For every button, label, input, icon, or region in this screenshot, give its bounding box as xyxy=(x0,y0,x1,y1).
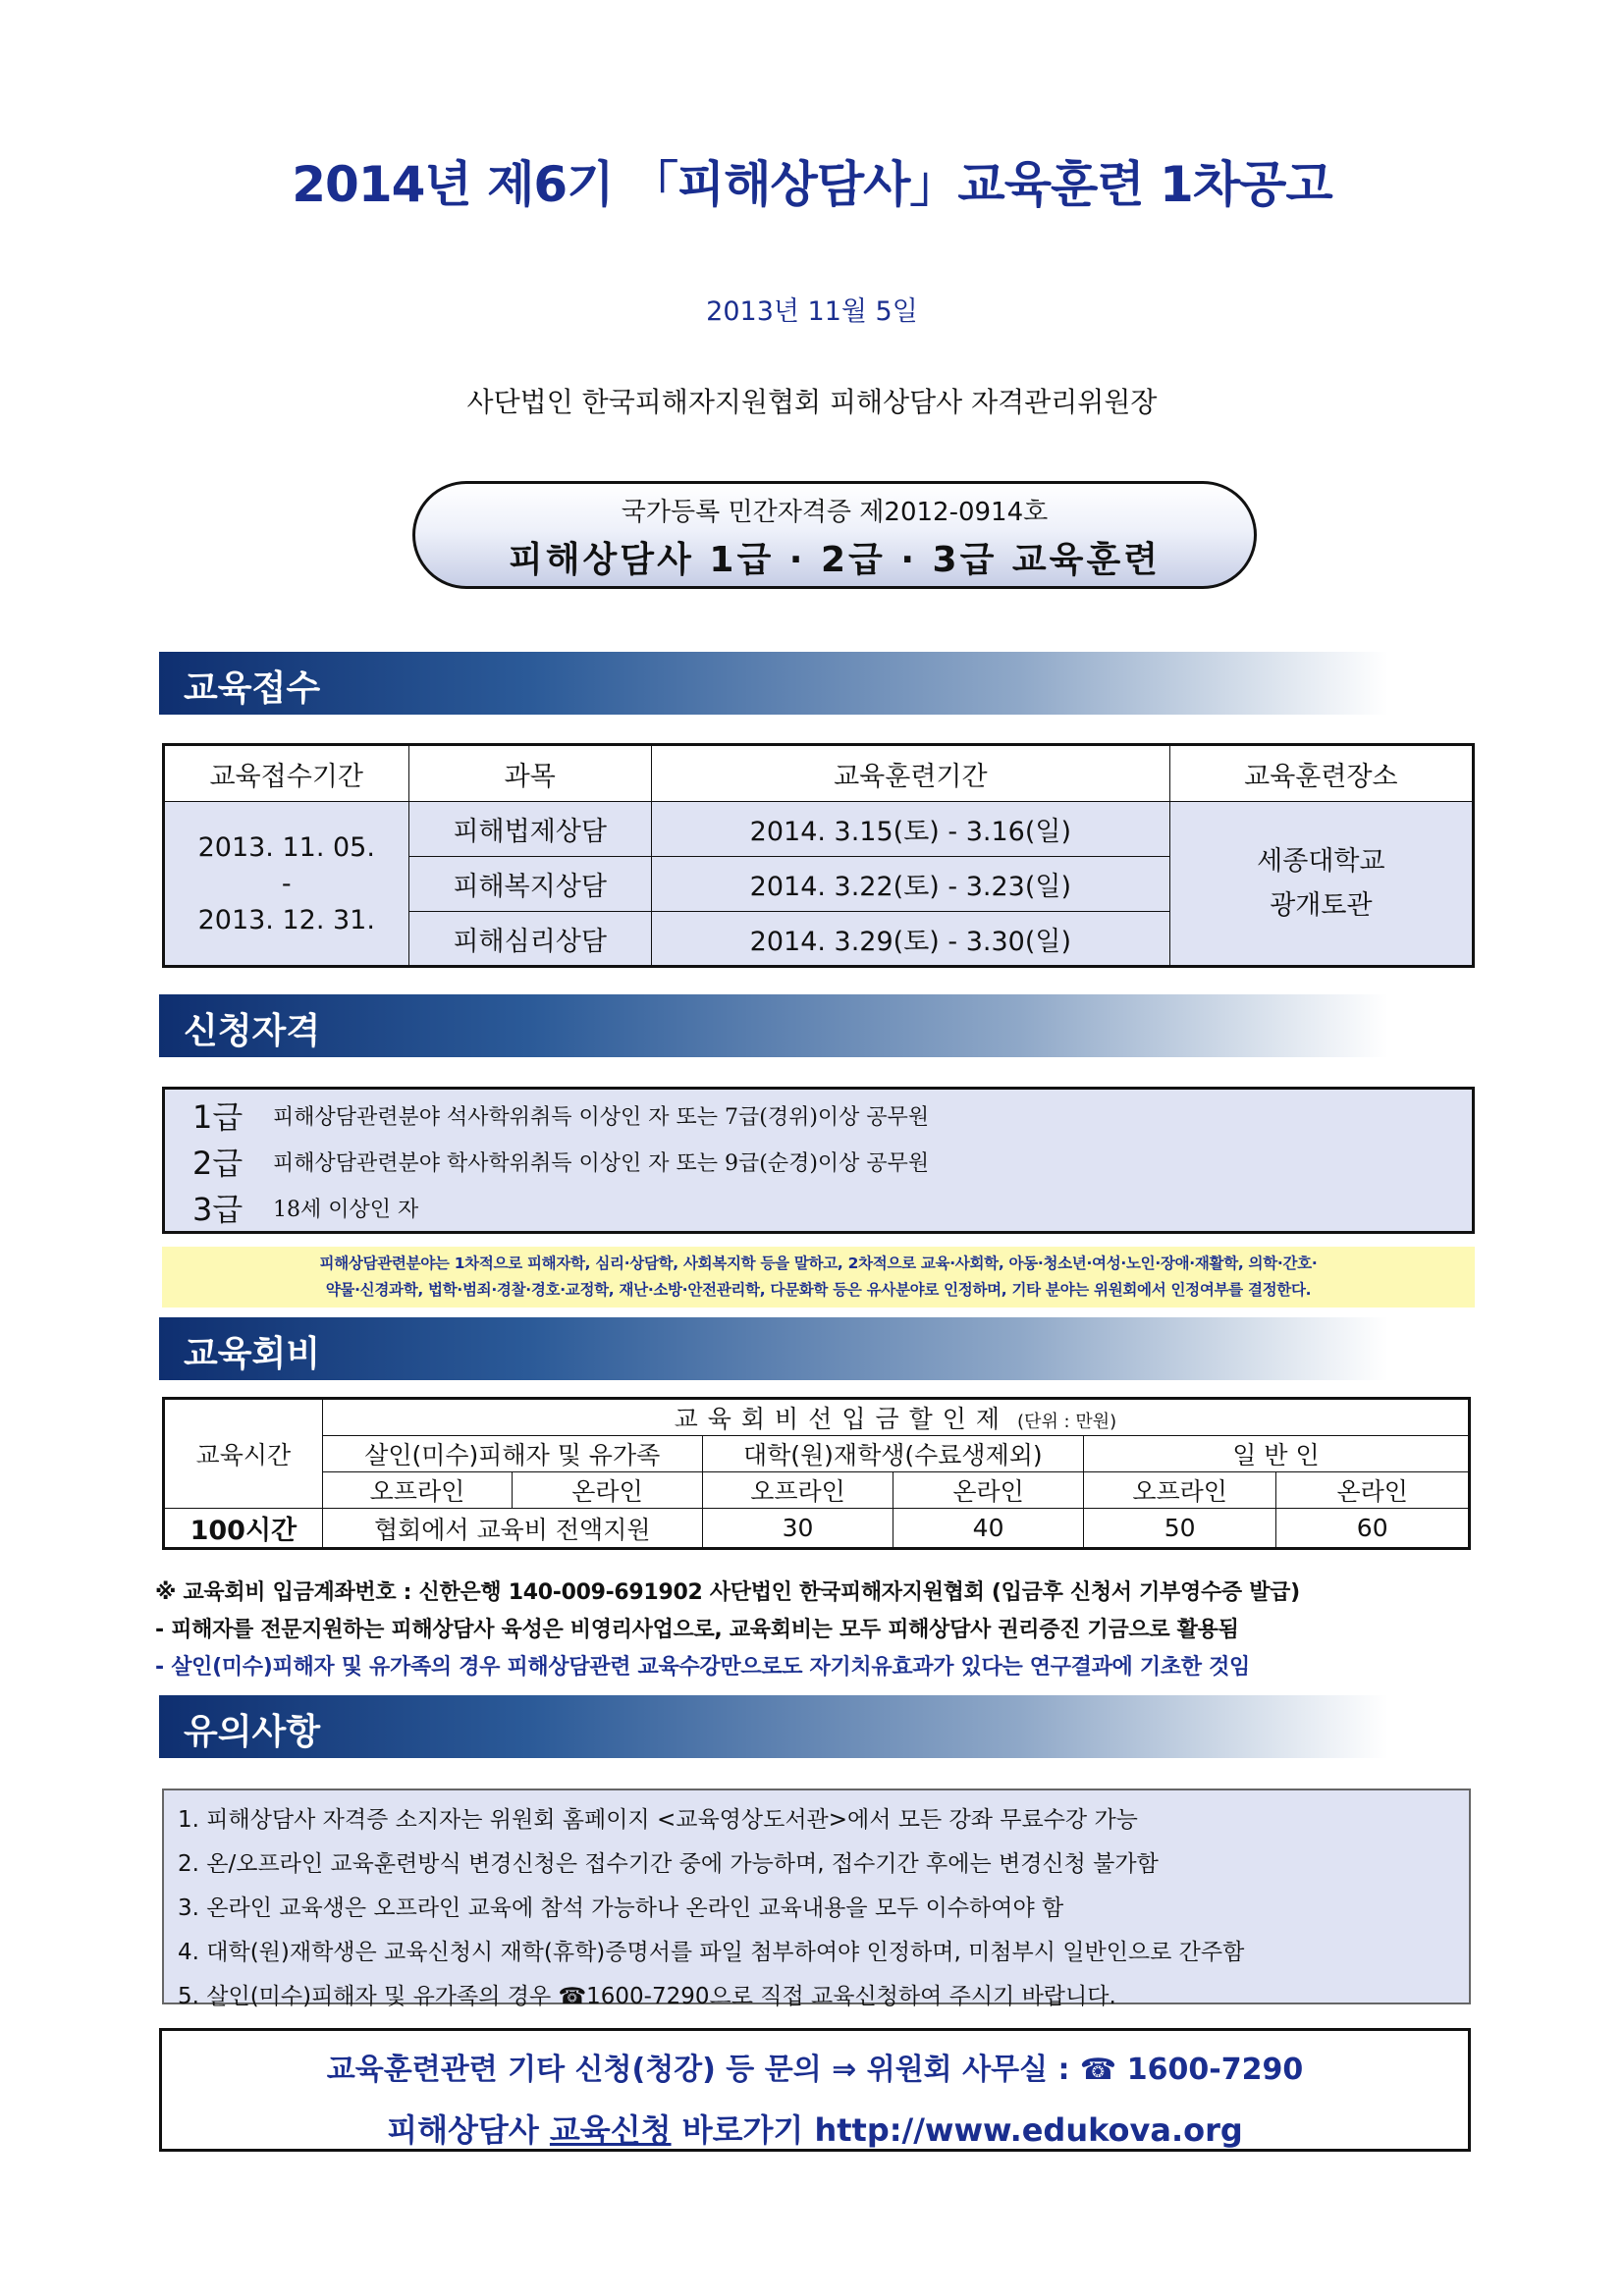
qualification-row xyxy=(192,1095,929,1135)
mode-header: 온라인 xyxy=(893,1472,1084,1509)
fee-notes xyxy=(155,1575,1490,1686)
section-header-fee xyxy=(159,1317,1388,1380)
place-line: 광개토관 xyxy=(1270,890,1373,921)
fee-value: 50 xyxy=(1083,1509,1276,1549)
section-header-caution xyxy=(159,1695,1388,1758)
fee-table xyxy=(162,1397,1471,1550)
certificate-name: 피해상담사 1급 · 2급 · 3급 교육훈련 xyxy=(508,540,1161,580)
place-line: 세종대학교 xyxy=(1257,846,1385,877)
qualification-level: 1급 xyxy=(192,1098,244,1136)
subject-cell: 피해심리상담 xyxy=(408,912,651,967)
column-header: 교육훈련장소 xyxy=(1169,745,1473,802)
qualification-text: 피해상담관련분야 석사학위취득 이상인 자 또는 7급(경위)이상 공무원 xyxy=(273,1104,930,1130)
table-row xyxy=(164,1436,1470,1472)
table-row xyxy=(164,1509,1470,1549)
apply-suffix[interactable]: 바로가기 http://www.edukova.org xyxy=(681,2111,1243,2149)
issuer: 사단법인 한국피해자지원협회 피해상담사 자격관리위원장 xyxy=(466,386,1158,418)
section-header-reception xyxy=(159,652,1388,715)
qualification-text: 18세 이상인 자 xyxy=(273,1197,419,1222)
table-header-row xyxy=(164,745,1474,802)
dates-cell: 2014. 3.15(토) - 3.16(일) xyxy=(651,802,1169,857)
table-row xyxy=(164,1399,1470,1436)
caution-item: 3. 온라인 교육생은 오프라인 교육에 참석 가능하나 온라인 교육내용을 모두 이수하여야 함 xyxy=(178,1896,1064,1921)
dates-cell: 2014. 3.22(토) - 3.23(일) xyxy=(651,857,1169,912)
column-header: 과목 xyxy=(408,745,651,802)
mode-header: 온라인 xyxy=(513,1472,703,1509)
certificate-banner xyxy=(412,481,1257,589)
qualification-level: 2급 xyxy=(192,1145,244,1182)
note-line: 피해상담관련분야는 1차적으로 피해자학, 심리·상담학, 사회복지학 등을 말하고, 2차적으로 교육·사회학, 아동·청소년·여성·노인·장애·재활학, 의학·간호· xyxy=(319,1255,1318,1272)
victim-support-cell: 협회에서 교육비 전액지원 xyxy=(322,1509,702,1549)
dates-cell: 2014. 3.29(토) - 3.30(일) xyxy=(651,912,1169,967)
section-title: 신청자격 xyxy=(184,1011,321,1051)
unit-label: (단위 : 만원) xyxy=(1017,1412,1117,1432)
apply-line xyxy=(162,2106,1468,2151)
hours-value: 100시간 xyxy=(164,1509,323,1549)
section-title: 교육회비 xyxy=(184,1334,321,1374)
table-row xyxy=(164,802,1474,857)
group-header: 살인(미수)피해자 및 유가족 xyxy=(322,1436,702,1472)
page-title: 2014년 제6기 「피해상담사」교육훈련 1차공고 xyxy=(292,156,1332,213)
apply-link[interactable]: 교육신청 xyxy=(549,2111,672,2149)
discount-title: 교육회비선입금할인제 xyxy=(674,1405,1010,1433)
fee-value: 30 xyxy=(702,1509,893,1549)
section-title: 유의사항 xyxy=(184,1712,321,1752)
column-header: 교육훈련기간 xyxy=(651,745,1169,802)
caution-item: 1. 피해상담사 자격증 소지자는 위원회 홈페이지 <교육영상도서관>에서 모든 강좌 무료수강 가능 xyxy=(178,1807,1138,1833)
caution-item: 5. 살인(미수)피해자 및 유가족의 경우 ☎1600-7290으로 직접 교육신청하여 주시기 바랍니다. xyxy=(178,1984,1116,2009)
contact-box xyxy=(159,2028,1471,2152)
period-end: 2013. 12. 31. xyxy=(197,904,375,935)
caution-item: 2. 온/오프라인 교육훈련방식 변경신청은 접수기간 중에 가능하며, 접수기간 후에는 변경신청 불가함 xyxy=(178,1851,1159,1877)
fee-note-account: ※ 교육회비 입금계좌번호 : 신한은행 140-009-691902 사단법인 한국피해자지원협회 (입금후 신청서 기부영수증 발급) xyxy=(155,1580,1300,1605)
caution-box xyxy=(162,1789,1471,2009)
caution-item: 4. 대학(원)재학생은 교육신청시 재학(휴학)증명서를 파일 첨부하여야 인정하며, 미첨부시 일반인으로 간주함 xyxy=(178,1940,1245,1965)
contact-line: 교육훈련관련 기타 신청(청강) 등 문의 ⇒ 위원회 사무실 : ☎ 1600-7290 xyxy=(326,2053,1304,2087)
apply-prefix: 피해상담사 xyxy=(387,2111,539,2149)
reception-period-cell xyxy=(164,802,409,967)
period-start: 2013. 11. 05. xyxy=(197,831,375,863)
period-dash: - xyxy=(281,868,292,899)
group-header: 대학(원)재학생(수료생제외) xyxy=(702,1436,1083,1472)
qualification-row xyxy=(192,1188,418,1227)
discount-title-cell xyxy=(322,1399,1469,1436)
mode-header: 온라인 xyxy=(1276,1472,1470,1509)
place-cell xyxy=(1169,802,1473,967)
subject-cell: 피해복지상담 xyxy=(408,857,651,912)
group-header: 일 반 인 xyxy=(1083,1436,1469,1472)
announcement-date: 2013년 11월 5일 xyxy=(706,296,918,327)
fee-value: 40 xyxy=(893,1509,1084,1549)
fee-note: - 살인(미수)피해자 및 유가족의 경우 피해상담관련 교육수강만으로도 자기치유효과가 있다는 연구결과에 기초한 것임 xyxy=(155,1655,1250,1680)
subject-cell: 피해법제상담 xyxy=(408,802,651,857)
hours-header: 교육시간 xyxy=(164,1399,323,1509)
qualification-level: 3급 xyxy=(192,1191,244,1228)
fee-value: 60 xyxy=(1276,1509,1470,1549)
mode-header: 오프라인 xyxy=(322,1472,513,1509)
reception-table xyxy=(162,743,1475,968)
mode-header: 오프라인 xyxy=(702,1472,893,1509)
certificate-registration: 국가등록 민간자격증 제2012-0914호 xyxy=(621,498,1049,527)
mode-header: 오프라인 xyxy=(1083,1472,1276,1509)
qualification-row xyxy=(192,1142,929,1181)
qualification-text: 피해상담관련분야 학사학위취득 이상인 자 또는 9급(순경)이상 공무원 xyxy=(273,1150,930,1176)
note-line: 약물·신경과학, 법학·범죄·경찰·경호·교정학, 재난·소방·안전관리학, 다문화학 등은 유사분야로 인정하며, 기타 분야는 위원회에서 인정여부를 결정한다. xyxy=(325,1281,1312,1299)
qualification-box xyxy=(162,1087,1475,1234)
column-header: 교육접수기간 xyxy=(164,745,409,802)
table-row xyxy=(164,1472,1470,1509)
section-header-qualification xyxy=(159,994,1388,1057)
section-title: 교육접수 xyxy=(184,668,321,709)
qualification-note xyxy=(162,1247,1475,1308)
fee-note: - 피해자를 전문지원하는 피해상담사 육성은 비영리사업으로, 교육회비는 모두 피해상담사 권리증진 기금으로 활용됨 xyxy=(155,1618,1239,1642)
